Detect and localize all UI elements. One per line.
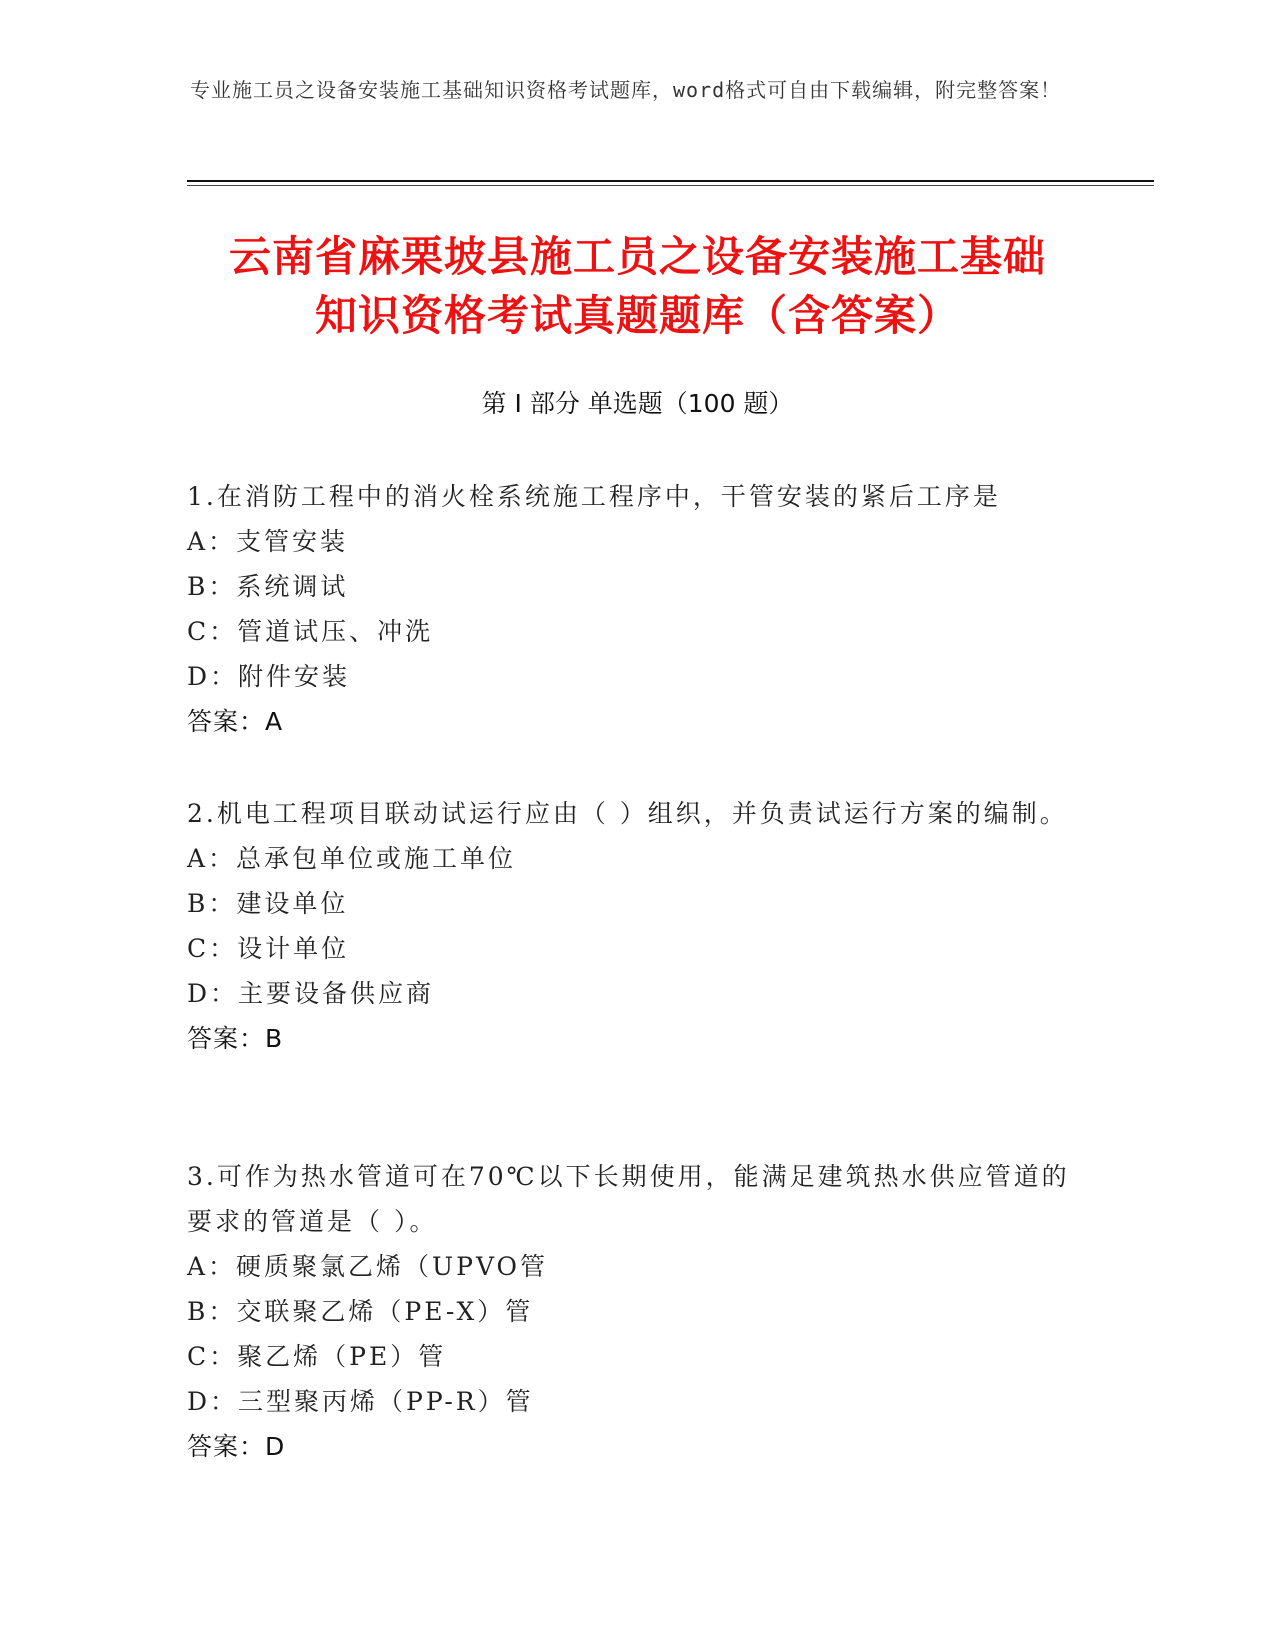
question-stem: 3.可作为热水管道可在70℃以下长期使用，能满足建筑热水供应管道的要求的管道是（ ）。 [187, 1162, 1070, 1236]
document-title [190, 227, 1085, 345]
document-title-line-2: 知识资格考试真题题库（含答案） [314, 291, 960, 340]
question-3 [187, 1154, 1092, 1469]
option-b: B：交联聚乙烯（PE-X）管 [187, 1297, 534, 1326]
question-2 [187, 791, 1092, 1061]
document-title-line-1: 云南省麻栗坡县施工员之设备安装施工基础 [228, 232, 1046, 281]
header-divider-thick [187, 180, 1154, 182]
header-divider-thin [187, 185, 1154, 186]
option-b: B：系统调试 [187, 572, 349, 601]
answer: 答案：B [187, 1024, 284, 1053]
question-stem: 2.机电工程项目联动试运行应由（ ）组织，并负责试运行方案的编制。 [187, 799, 1068, 828]
option-a: A：硬质聚氯乙烯（UPVO管 [187, 1252, 549, 1281]
answer: 答案：D [187, 1432, 286, 1461]
option-c: C：管道试压、冲洗 [187, 617, 434, 646]
option-c: C：聚乙烯（PE）管 [187, 1342, 447, 1371]
option-d: D：附件安装 [187, 662, 351, 691]
question-stem: 1.在消防工程中的消火栓系统施工程序中，干管安装的紧后工序是 [187, 482, 1001, 511]
option-a: A：总承包单位或施工单位 [187, 844, 517, 873]
question-1 [187, 474, 1092, 744]
section-title: 第 I 部分 单选题（100 题） [481, 389, 794, 418]
option-a: A：支管安装 [187, 527, 349, 556]
answer: 答案：A [187, 707, 284, 736]
header-note: 专业施工员之设备安装施工基础知识资格考试题库，word格式可自由下载编辑，附完整答案！ [190, 78, 1062, 102]
option-b: B：建设单位 [187, 889, 349, 918]
option-d: D：三型聚丙烯（PP-R）管 [187, 1387, 534, 1416]
option-d: D：主要设备供应商 [187, 979, 435, 1008]
option-c: C：设计单位 [187, 934, 350, 963]
